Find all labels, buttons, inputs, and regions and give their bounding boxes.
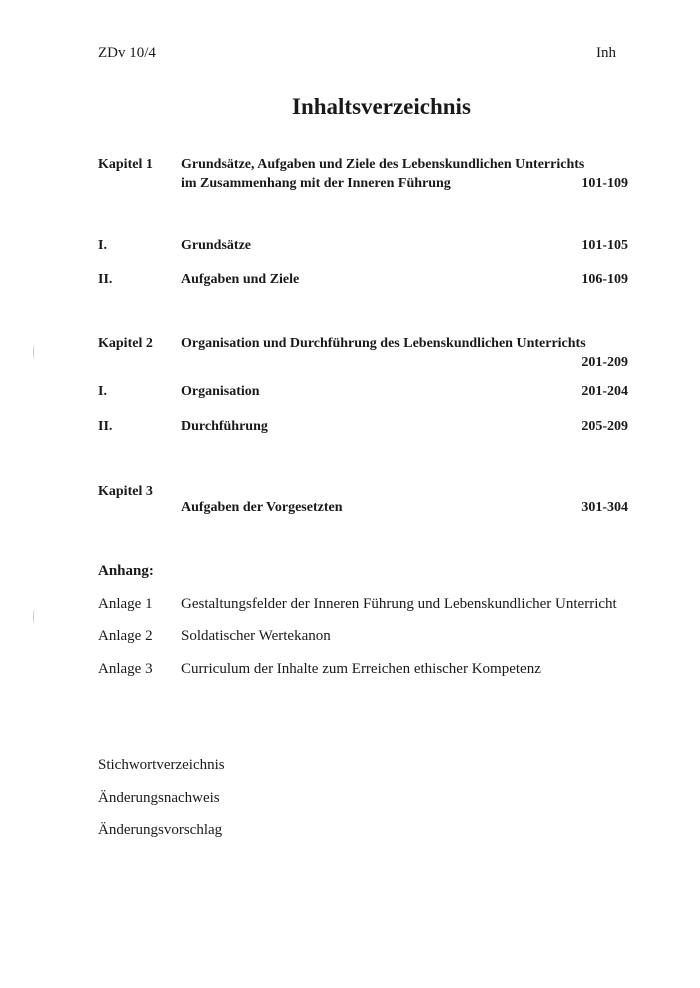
stichwortverzeichnis: Stichwortverzeichnis bbox=[98, 757, 225, 773]
kapitel2-section2-title: Durchführung bbox=[181, 419, 268, 434]
anlage3-label: Anlage 3 bbox=[98, 661, 153, 677]
kapitel2-section1-title: Organisation bbox=[181, 384, 260, 399]
scan-mark bbox=[33, 345, 36, 359]
kapitel1-label: Kapitel 1 bbox=[98, 157, 153, 172]
anlage1-text: Gestaltungsfelder der Inneren Führung und Lebenskundlicher Unterricht bbox=[181, 596, 617, 612]
kapitel2-section2-num: II. bbox=[98, 419, 113, 434]
header-document-id: ZDv 10/4 bbox=[98, 45, 156, 61]
kapitel2-section1-pages: 201-204 bbox=[581, 384, 628, 399]
kapitel1-section2-num: II. bbox=[98, 272, 113, 287]
kapitel3-title: Aufgaben der Vorgesetzten bbox=[181, 500, 343, 515]
anlage2-text: Soldatischer Wertekanon bbox=[181, 628, 331, 644]
kapitel1-title-line1: Grundsätze, Aufgaben und Ziele des Lebenskundlichen Unterrichts bbox=[181, 157, 585, 172]
scan-mark bbox=[33, 610, 36, 624]
kapitel2-section1-num: I. bbox=[98, 384, 107, 399]
kapitel1-pages: 101-109 bbox=[581, 176, 628, 191]
aenderungsvorschlag: Änderungsvorschlag bbox=[98, 822, 223, 838]
kapitel2-pages: 201-209 bbox=[581, 355, 628, 370]
kapitel2-title: Organisation und Durchführung des Lebenskundlichen Unterrichts bbox=[181, 336, 586, 351]
header-section-code: Inh bbox=[596, 45, 616, 61]
kapitel1-section1-pages: 101-105 bbox=[581, 238, 628, 253]
page-title: Inhaltsverzeichnis bbox=[292, 94, 471, 119]
kapitel1-section1-title: Grundsätze bbox=[181, 238, 251, 253]
aenderungsnachweis: Änderungsnachweis bbox=[98, 790, 220, 806]
anhang-heading: Anhang: bbox=[98, 563, 154, 579]
anlage1-label: Anlage 1 bbox=[98, 596, 153, 612]
kapitel1-title-line2: im Zusammenhang mit der Inneren Führung bbox=[181, 176, 451, 191]
kapitel1-section2-title: Aufgaben und Ziele bbox=[181, 272, 300, 287]
kapitel3-pages: 301-304 bbox=[581, 500, 628, 515]
kapitel1-section2-pages: 106-109 bbox=[581, 272, 628, 287]
kapitel1-section1-num: I. bbox=[98, 238, 107, 253]
kapitel3-label: Kapitel 3 bbox=[98, 484, 153, 499]
anlage2-label: Anlage 2 bbox=[98, 628, 153, 644]
kapitel2-label: Kapitel 2 bbox=[98, 336, 153, 351]
anlage3-text: Curriculum der Inhalte zum Erreichen ethischer Kompetenz bbox=[181, 661, 541, 677]
kapitel2-section2-pages: 205-209 bbox=[581, 419, 628, 434]
